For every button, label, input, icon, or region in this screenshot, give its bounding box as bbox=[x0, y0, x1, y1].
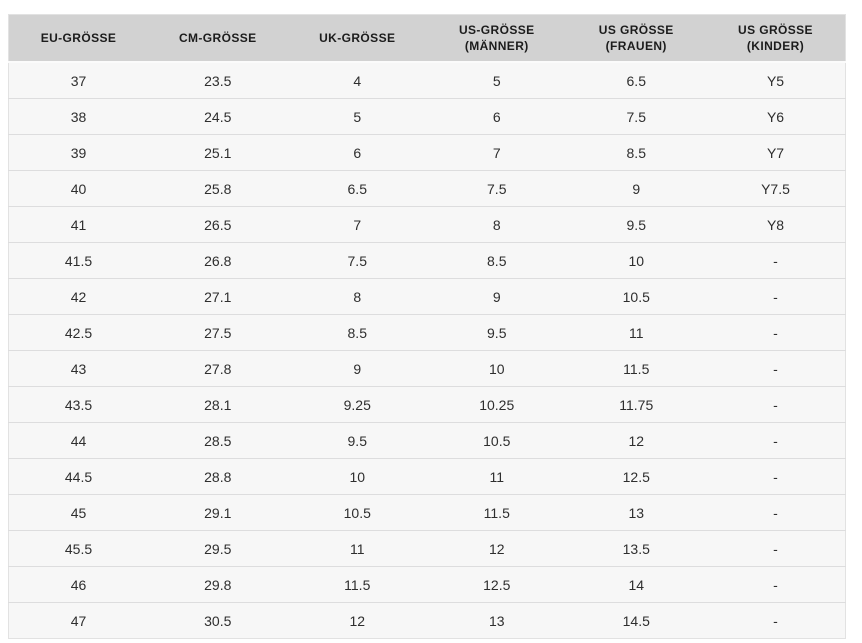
table-cell: 26.5 bbox=[148, 207, 288, 243]
table-cell: 12.5 bbox=[427, 567, 567, 603]
table-cell: 44.5 bbox=[9, 459, 149, 495]
table-cell: 28.1 bbox=[148, 387, 288, 423]
table-cell: 27.1 bbox=[148, 279, 288, 315]
table-cell: 8.5 bbox=[288, 315, 428, 351]
table-cell: 10.25 bbox=[427, 387, 567, 423]
table-cell: 12.5 bbox=[567, 459, 707, 495]
table-row bbox=[9, 423, 846, 459]
table-row bbox=[9, 135, 846, 171]
table-cell: 41 bbox=[9, 207, 149, 243]
table-cell: 38 bbox=[9, 99, 149, 135]
table-cell: 42.5 bbox=[9, 315, 149, 351]
table-row bbox=[9, 387, 846, 423]
table-cell: 24.5 bbox=[148, 99, 288, 135]
table-row bbox=[9, 99, 846, 135]
table-cell: - bbox=[706, 567, 846, 603]
table-cell: 10 bbox=[288, 459, 428, 495]
table-cell: 25.1 bbox=[148, 135, 288, 171]
table-cell: 11.5 bbox=[288, 567, 428, 603]
table-cell: - bbox=[706, 279, 846, 315]
table-cell: 43.5 bbox=[9, 387, 149, 423]
table-cell: 45.5 bbox=[9, 531, 149, 567]
column-header: US GRÖSSE (KINDER) bbox=[706, 15, 846, 63]
table-cell: 7.5 bbox=[427, 171, 567, 207]
table-cell: - bbox=[706, 459, 846, 495]
table-cell: 6 bbox=[427, 99, 567, 135]
table-cell: Y7.5 bbox=[706, 171, 846, 207]
table-cell: 29.5 bbox=[148, 531, 288, 567]
table-cell: 46 bbox=[9, 567, 149, 603]
table-cell: 9 bbox=[567, 171, 707, 207]
table-cell: - bbox=[706, 531, 846, 567]
table-cell: 43 bbox=[9, 351, 149, 387]
table-cell: 12 bbox=[427, 531, 567, 567]
table-row bbox=[9, 351, 846, 387]
table-cell: 37 bbox=[9, 62, 149, 99]
table-cell: 5 bbox=[427, 62, 567, 99]
table-cell: 7 bbox=[288, 207, 428, 243]
table-cell: 40 bbox=[9, 171, 149, 207]
table-cell: 9 bbox=[288, 351, 428, 387]
table-cell: 13.5 bbox=[567, 531, 707, 567]
table-cell: 10.5 bbox=[288, 495, 428, 531]
table-cell: 9.5 bbox=[288, 423, 428, 459]
table-cell: - bbox=[706, 423, 846, 459]
table-cell: 11 bbox=[427, 459, 567, 495]
table-cell: 39 bbox=[9, 135, 149, 171]
table-cell: 7.5 bbox=[288, 243, 428, 279]
table-cell: 9.25 bbox=[288, 387, 428, 423]
table-cell: 13 bbox=[427, 603, 567, 639]
column-header: EU-GRÖSSE bbox=[9, 15, 149, 63]
size-conversion-table bbox=[8, 14, 846, 639]
table-cell: 9.5 bbox=[427, 315, 567, 351]
table-cell: Y7 bbox=[706, 135, 846, 171]
header-row bbox=[9, 15, 846, 63]
table-cell: 11.5 bbox=[427, 495, 567, 531]
table-cell: 26.8 bbox=[148, 243, 288, 279]
column-header: US-GRÖSSE (MÄNNER) bbox=[427, 15, 567, 63]
table-cell: 11 bbox=[567, 315, 707, 351]
table-cell: 9 bbox=[427, 279, 567, 315]
table-cell: 30.5 bbox=[148, 603, 288, 639]
table-cell: 11 bbox=[288, 531, 428, 567]
table-cell: - bbox=[706, 351, 846, 387]
table-cell: 8.5 bbox=[567, 135, 707, 171]
table-cell: 4 bbox=[288, 62, 428, 99]
table-cell: 6.5 bbox=[567, 62, 707, 99]
table-cell: Y6 bbox=[706, 99, 846, 135]
table-cell: 12 bbox=[288, 603, 428, 639]
table-cell: 14 bbox=[567, 567, 707, 603]
table-cell: 8.5 bbox=[427, 243, 567, 279]
table-cell: 29.1 bbox=[148, 495, 288, 531]
table-cell: Y8 bbox=[706, 207, 846, 243]
table-cell: 11.5 bbox=[567, 351, 707, 387]
table-row bbox=[9, 243, 846, 279]
table-row bbox=[9, 603, 846, 639]
table-cell: 10 bbox=[427, 351, 567, 387]
column-header: CM-GRÖSSE bbox=[148, 15, 288, 63]
table-cell: - bbox=[706, 495, 846, 531]
table-cell: 11.75 bbox=[567, 387, 707, 423]
table-cell: - bbox=[706, 243, 846, 279]
table-cell: 13 bbox=[567, 495, 707, 531]
table-cell: 42 bbox=[9, 279, 149, 315]
table-cell: 7.5 bbox=[567, 99, 707, 135]
table-cell: 12 bbox=[567, 423, 707, 459]
table-cell: 5 bbox=[288, 99, 428, 135]
table-cell: 28.5 bbox=[148, 423, 288, 459]
column-header: UK-GRÖSSE bbox=[288, 15, 428, 63]
table-row bbox=[9, 207, 846, 243]
table-cell: 6.5 bbox=[288, 171, 428, 207]
table-cell: 27.8 bbox=[148, 351, 288, 387]
table-cell: 10 bbox=[567, 243, 707, 279]
table-cell: 10.5 bbox=[427, 423, 567, 459]
table-row bbox=[9, 459, 846, 495]
table-cell: 25.8 bbox=[148, 171, 288, 207]
table-cell: 41.5 bbox=[9, 243, 149, 279]
table-row bbox=[9, 567, 846, 603]
table-cell: 23.5 bbox=[148, 62, 288, 99]
table-cell: 45 bbox=[9, 495, 149, 531]
column-header: US GRÖSSE (FRAUEN) bbox=[567, 15, 707, 63]
table-row bbox=[9, 495, 846, 531]
table-row bbox=[9, 531, 846, 567]
table-cell: 8 bbox=[427, 207, 567, 243]
table-cell: 29.8 bbox=[148, 567, 288, 603]
table-cell: 7 bbox=[427, 135, 567, 171]
table-cell: 44 bbox=[9, 423, 149, 459]
table-cell: - bbox=[706, 387, 846, 423]
table-cell: 47 bbox=[9, 603, 149, 639]
table-cell: 8 bbox=[288, 279, 428, 315]
table-row bbox=[9, 62, 846, 99]
table-row bbox=[9, 279, 846, 315]
table-cell: 10.5 bbox=[567, 279, 707, 315]
table-cell: 28.8 bbox=[148, 459, 288, 495]
table-cell: 9.5 bbox=[567, 207, 707, 243]
table-cell: Y5 bbox=[706, 62, 846, 99]
table-row bbox=[9, 171, 846, 207]
table-head bbox=[9, 15, 846, 63]
table-body bbox=[9, 62, 846, 639]
table-cell: 6 bbox=[288, 135, 428, 171]
table-cell: - bbox=[706, 315, 846, 351]
table-row bbox=[9, 315, 846, 351]
table-cell: 27.5 bbox=[148, 315, 288, 351]
table-cell: - bbox=[706, 603, 846, 639]
table-cell: 14.5 bbox=[567, 603, 707, 639]
